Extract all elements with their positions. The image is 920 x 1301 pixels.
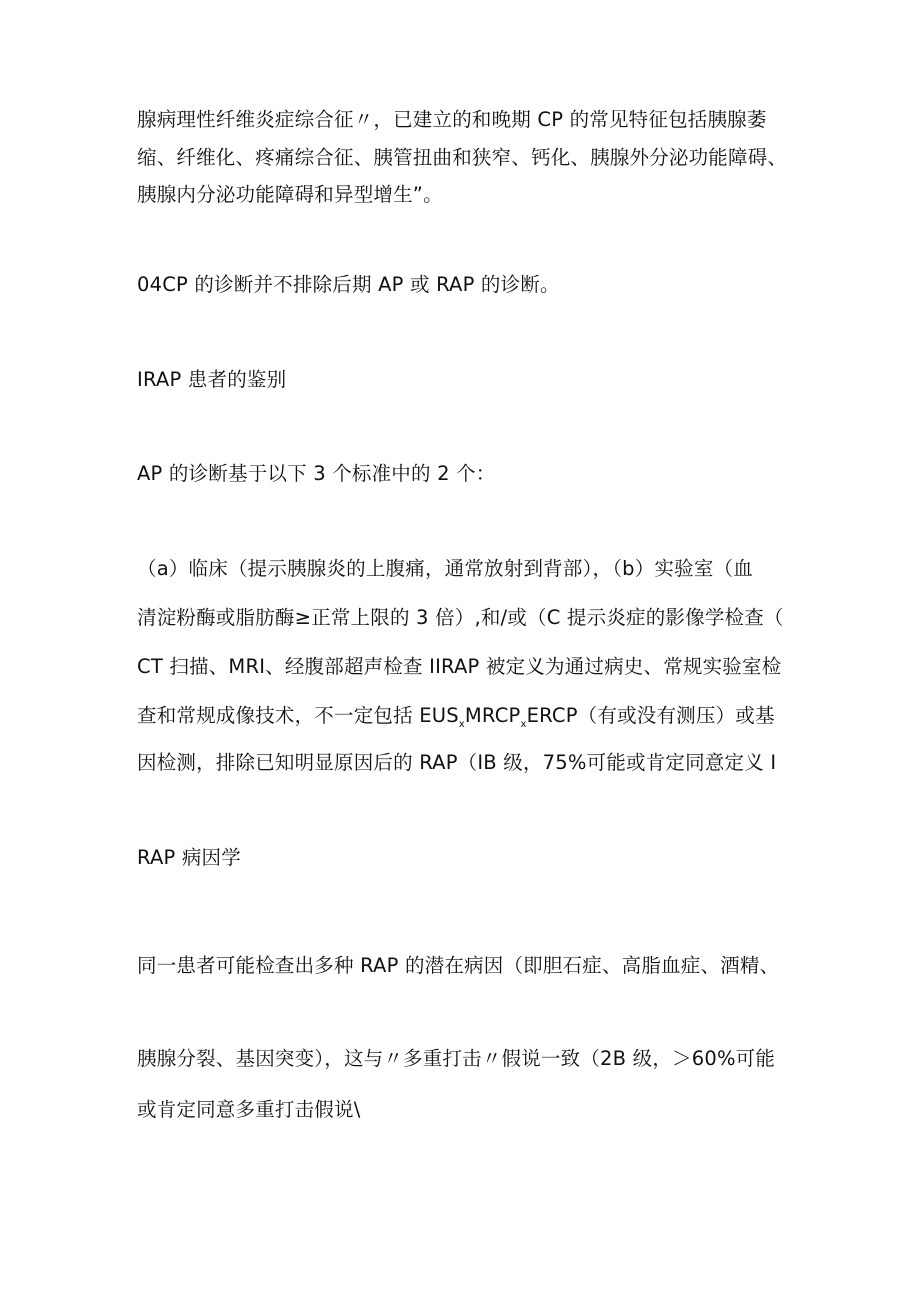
paragraph-4-line-5: 因检测，排除已知明显原因后的 RAP（IB 级，75%可能或肯定同意定义 I (137, 751, 777, 774)
paragraph-1-line-3: 胰腺内分泌功能障碍和异型增生”。 (137, 183, 443, 206)
paragraph-2: 04CP 的诊断并不排除后期 AP 或 RAP 的诊断。 (137, 273, 560, 296)
paragraph-1-line-1: 腺病理性纤维炎症综合征〃，已建立的和晚期 CP 的常见特征包括胰腺萎 (137, 108, 767, 131)
paragraph-4-line-4-part-b: MRCP (464, 704, 521, 727)
paragraph-3: AP 的诊断基于以下 3 个标准中的 2 个： (137, 462, 496, 485)
paragraph-5-line-3: 或肯定同意多重打击假说\ (137, 1098, 361, 1121)
paragraph-4-line-2: 清淀粉酶或脂肪酶≥正常上限的 3 倍）,和/或（C 提示炎症的影像学检查（ (137, 606, 784, 629)
paragraph-4-line-4 (137, 703, 775, 733)
paragraph-5-line-1: 同一患者可能检查出多种 RAP 的潜在病因（即胆石症、高脂血症、酒精、 (137, 954, 780, 977)
paragraph-4-line-4-part-a: 查和常规成像技术，不一定包括 EUS (137, 704, 459, 727)
section-heading-irap: IRAP 患者的鉴别 (137, 368, 287, 391)
paragraph-4-line-3: CT 扫描、MRI、经腹部超声检查 IIRAP 被定义为通过病史、常规实验室检 (137, 655, 782, 678)
subscript-x-2: x (520, 719, 527, 730)
section-heading-rap-etiology: RAP 病因学 (137, 846, 241, 869)
subscript-x-1: x (458, 719, 465, 730)
paragraph-4-line-1: （a）临床（提示胰腺炎的上腹痛，通常放射到背部），（b）实验室（血 (137, 557, 753, 580)
paragraph-1-line-2: 缩、纤维化、疼痛综合征、胰管扭曲和狭窄、钙化、胰腺外分泌功能障碍、 (137, 146, 788, 169)
paragraph-4-line-4-part-c: ERCP（有或没有测压）或基 (526, 704, 775, 727)
paragraph-5-line-2: 胰腺分裂、基因突变），这与〃多重打击〃假说一致（2B 级，＞60%可能 (137, 1047, 776, 1070)
